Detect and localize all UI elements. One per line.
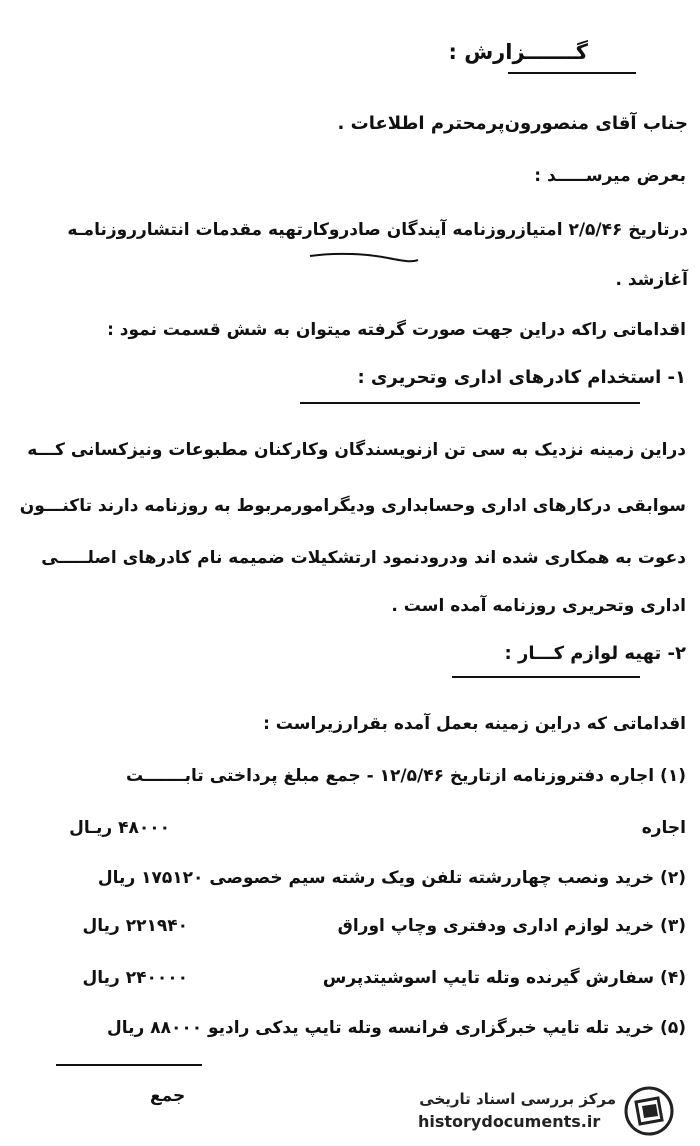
- addressee-line: جناب آقای منصورون‌پرمحترم اطلاعات .: [337, 113, 688, 134]
- expense-item-4-amount: ۲۴۰۰۰۰ ریال: [82, 968, 188, 988]
- intro-line-1: درتاریخ ۲/۵/۴۶ امتیازروزنامه آیندگان صادروکارتهیه مقدمات انتشارروزنامـه: [67, 220, 688, 240]
- expense-item-3: (۳) خرید لوازم اداری ودفتری وچاپ اوراق: [337, 916, 686, 936]
- total-rule: [56, 1064, 202, 1066]
- expense-item-4: (۴) سفارش گیرنده وتله تایپ اسوشیتدپرس: [322, 968, 686, 988]
- actions-intro-line: اقداماتی راکه دراین جهت صورت گرفته میتوان به شش قسمت نمود :: [107, 320, 686, 340]
- expense-item-3-amount: ۲۲۱۹۴۰ ریال: [82, 916, 188, 936]
- report-title: گـــــــزارش :: [448, 40, 588, 64]
- section1-line-4: اداری وتحریری روزنامه آمده است .: [391, 596, 686, 616]
- section1-line-2: سوابقی درکارهای اداری وحسابداری ودیگرامورمربوط به روزنامه دارند تاکنـــون: [19, 496, 686, 516]
- handwritten-underline: [308, 248, 420, 268]
- title-underline: [508, 72, 636, 74]
- total-label: جمع: [150, 1086, 186, 1106]
- section1-heading: ۱- استخدام کادرهای اداری وتحریری :: [357, 367, 686, 388]
- watermark-url: historydocuments.ir: [418, 1112, 601, 1131]
- section1-line-3: دعوت به همکاری شده اند ودرودنمود ارتشکیلات ضمیمه نام کادرهای اصلـــــی: [41, 548, 686, 568]
- watermark-name: مرکز بررسی اسناد تاریخی: [419, 1090, 616, 1108]
- section2-underline: [452, 676, 640, 678]
- section2-intro: اقداماتی که دراین زمینه بعمل آمده بقرارزیراست :: [263, 714, 686, 734]
- expense-item-1: (۱) اجاره دفتروزنامه ازتاریخ ۱۲/۵/۴۶ - جمع مبلغ پرداختی تابـــــــت: [126, 766, 686, 786]
- expense-item-2: (۲) خرید ونصب چهاررشته تلفن ویک رشته سیم خصوصی ۱۷۵۱۲۰ ریال: [97, 868, 686, 888]
- section2-heading: ۲- تهیه لوازم کـــار :: [504, 643, 686, 664]
- archive-logo-icon: [624, 1086, 674, 1136]
- expense-item-5: (۵) خرید تله تایپ خبرگزاری فرانسه وتله تایپ یدکی رادیو ۸۸۰۰۰ ریال: [106, 1018, 686, 1038]
- expense-item-1-amount: ۴۸۰۰۰ ریـال: [69, 818, 170, 838]
- section1-line-1: دراین زمینه نزدیک به سی تن ازنویسندگان وکارکنان مطبوعات ونیزکسانی کـــه: [27, 440, 686, 460]
- expense-item-1-cont: اجاره: [641, 818, 686, 838]
- section1-underline: [300, 402, 640, 404]
- intro-line-2: آغازشد .: [615, 270, 688, 290]
- salutation-line: بعرض میرســـــد :: [534, 166, 686, 186]
